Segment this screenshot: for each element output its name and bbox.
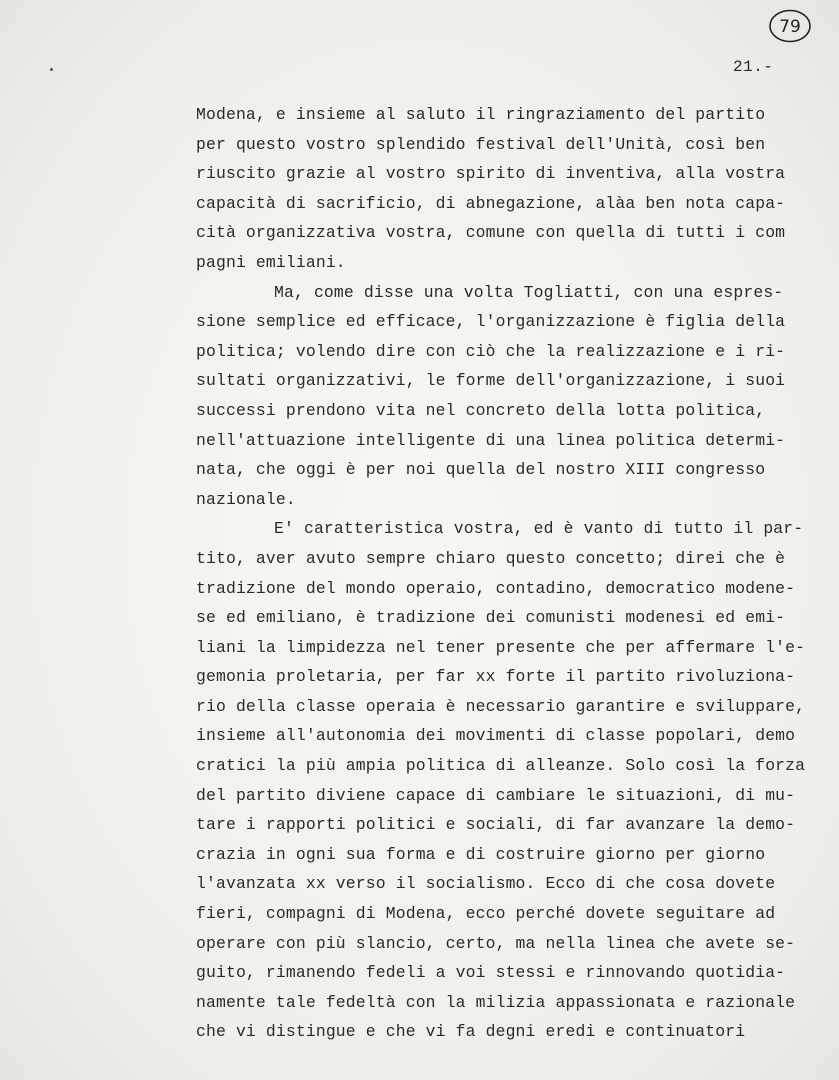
- text-line: guito, rimanendo fedeli a voi stessi e rinnovando quotidia-: [196, 963, 786, 983]
- text-line: pagni emiliani.: [196, 252, 346, 272]
- page-number: 21.-: [733, 58, 774, 76]
- text-line: nell'attuazione intelligente di una linea politica determi-: [196, 430, 786, 450]
- text-line: fieri, compagni di Modena, ecco perché dovete seguitare ad: [196, 904, 776, 924]
- text-line: che vi distingue e che vi fa degni eredi e continuatori: [196, 1022, 746, 1042]
- body-text: [196, 100, 806, 1047]
- text-line: E' caratteristica vostra, ed è vanto di tutto il par-: [274, 519, 804, 539]
- text-line: successi prendono vita nel concreto della lotta politica,: [196, 400, 766, 420]
- text-line: nazionale.: [196, 489, 296, 509]
- text-line: l'avanzata xx verso il socialismo. Ecco di che cosa dovete: [196, 874, 776, 894]
- archive-page-number-stamp: [768, 8, 812, 44]
- text-line: rio della classe operaia è necessario garantire e sviluppare,: [196, 696, 806, 716]
- text-line: nata, che oggi è per noi quella del nostro XIII congresso: [196, 460, 766, 480]
- text-line: cità organizzativa vostra, comune con quella di tutti i com: [196, 223, 786, 243]
- text-line: tradizione del mondo operaio, contadino, democratico modene-: [196, 578, 796, 598]
- text-line: Modena, e insieme al saluto il ringraziamento del partito: [196, 105, 766, 124]
- text-line: operare con più slancio, certo, ma nella linea che avete se-: [196, 933, 796, 953]
- text-line: cratici la più ampia politica di alleanze. Solo così la forza: [196, 756, 806, 776]
- text-line: insieme all'autonomia dei movimenti di classe popolari, demo: [196, 726, 796, 746]
- text-line: Ma, come disse una volta Togliatti, con una espres-: [274, 282, 784, 302]
- text-line: sione semplice ed efficace, l'organizzazione è figlia della: [196, 312, 786, 332]
- text-line: riuscito grazie al vostro spirito di inventiva, alla vostra: [196, 164, 786, 184]
- archive-number-text: 79: [779, 17, 801, 37]
- text-line: capacità di sacrificio, di abnegazione, alàa ben nota capa-: [196, 193, 786, 213]
- text-line: namente tale fedeltà con la milizia appassionata e razionale: [196, 992, 796, 1012]
- circled-number-icon: [768, 8, 812, 44]
- text-line: crazia in ogni sua forma e di costruire giorno per giorno: [196, 844, 766, 864]
- text-line: gemonia proletaria, per far xx forte il partito rivoluziona-: [196, 667, 796, 687]
- text-line: del partito diviene capace di cambiare le situazioni, di mu-: [196, 785, 796, 805]
- text-line: sultati organizzativi, le forme dell'organizzazione, i suoi: [196, 371, 786, 391]
- text-line: politica; volendo dire con ciò che la realizzazione e i ri-: [196, 341, 786, 361]
- text-line: per questo vostro splendido festival dell'Unità, così ben: [196, 134, 766, 154]
- text-line: se ed emiliano, è tradizione dei comunisti modenesi ed emi-: [196, 608, 786, 628]
- stray-ink-dot: [50, 68, 53, 71]
- text-line: liani la limpidezza nel tener presente che per affermare l'e-: [196, 637, 806, 657]
- text-line: tare i rapporti politici e sociali, di far avanzare la demo-: [196, 815, 796, 835]
- text-line: tito, aver avuto sempre chiaro questo concetto; direi che è: [196, 548, 786, 568]
